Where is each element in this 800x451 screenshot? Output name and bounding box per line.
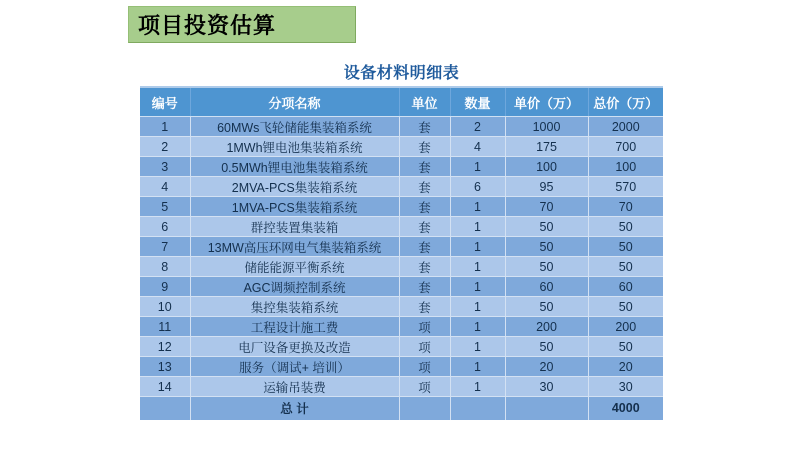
total-price-cell: 50 — [588, 297, 663, 317]
unit-price-cell: 60 — [505, 277, 588, 297]
total-value: 4000 — [588, 397, 663, 420]
unit-cell: 套 — [399, 197, 450, 217]
item-name-cell: 电厂设备更换及改造 — [190, 337, 399, 357]
item-name-cell: 13MW高压环网电气集装箱系统 — [190, 237, 399, 257]
item-name-cell: 服务（调试+ 培训） — [190, 357, 399, 377]
unit-price-cell: 20 — [505, 357, 588, 377]
unit-cell: 套 — [399, 137, 450, 157]
table-row — [140, 377, 663, 397]
row-number-cell: 5 — [140, 197, 190, 217]
item-name-cell: 集控集装箱系统 — [190, 297, 399, 317]
unit-cell: 套 — [399, 217, 450, 237]
unit-price-cell: 50 — [505, 297, 588, 317]
total-row-empty-quantity — [450, 397, 505, 420]
item-name-cell: 1MVA-PCS集装箱系统 — [190, 197, 399, 217]
header-unit-price: 单价（万） — [505, 88, 588, 117]
table-row — [140, 237, 663, 257]
total-price-cell: 200 — [588, 317, 663, 337]
row-number-cell: 1 — [140, 117, 190, 137]
table-row — [140, 317, 663, 337]
unit-cell: 套 — [399, 277, 450, 297]
quantity-cell: 1 — [450, 337, 505, 357]
quantity-cell: 1 — [450, 237, 505, 257]
table-row — [140, 277, 663, 297]
header-total-price: 总价（万） — [588, 88, 663, 117]
unit-cell: 套 — [399, 177, 450, 197]
total-price-cell: 50 — [588, 257, 663, 277]
unit-cell: 套 — [399, 237, 450, 257]
item-name-cell: 0.5MWh锂电池集装箱系统 — [190, 157, 399, 177]
header-row-number: 编号 — [140, 88, 190, 117]
unit-price-cell: 50 — [505, 217, 588, 237]
quantity-cell: 6 — [450, 177, 505, 197]
total-price-cell: 60 — [588, 277, 663, 297]
total-price-cell: 2000 — [588, 117, 663, 137]
unit-price-cell: 50 — [505, 237, 588, 257]
slide-title-banner — [128, 6, 356, 43]
unit-cell: 套 — [399, 117, 450, 137]
table-row — [140, 257, 663, 277]
unit-price-cell: 175 — [505, 137, 588, 157]
unit-price-cell: 100 — [505, 157, 588, 177]
unit-cell: 项 — [399, 357, 450, 377]
total-row-empty-unit — [399, 397, 450, 420]
quantity-cell: 1 — [450, 197, 505, 217]
total-price-cell: 20 — [588, 357, 663, 377]
quantity-cell: 1 — [450, 277, 505, 297]
table-title: 设备材料明细表 — [343, 65, 460, 82]
total-price-cell: 50 — [588, 337, 663, 357]
unit-cell: 项 — [399, 377, 450, 397]
total-price-cell: 70 — [588, 197, 663, 217]
table-row — [140, 217, 663, 237]
unit-cell: 项 — [399, 337, 450, 357]
unit-price-cell: 50 — [505, 257, 588, 277]
row-number-cell: 11 — [140, 317, 190, 337]
table-row — [140, 357, 663, 377]
item-name-cell: 工程设计施工费 — [190, 317, 399, 337]
table-row — [140, 157, 663, 177]
table-row — [140, 117, 663, 137]
table-header-row — [140, 88, 663, 117]
unit-price-cell: 50 — [505, 337, 588, 357]
unit-cell: 套 — [399, 257, 450, 277]
header-unit: 单位 — [399, 88, 450, 117]
item-name-cell: 群控装置集装箱 — [190, 217, 399, 237]
quantity-cell: 1 — [450, 257, 505, 277]
quantity-cell: 4 — [450, 137, 505, 157]
row-number-cell: 8 — [140, 257, 190, 277]
quantity-cell: 2 — [450, 117, 505, 137]
item-name-cell: 2MVA-PCS集装箱系统 — [190, 177, 399, 197]
quantity-cell: 1 — [450, 317, 505, 337]
total-price-cell: 100 — [588, 157, 663, 177]
total-price-cell: 700 — [588, 137, 663, 157]
unit-price-cell: 30 — [505, 377, 588, 397]
total-row — [140, 397, 663, 420]
quantity-cell: 1 — [450, 377, 505, 397]
quantity-cell: 1 — [450, 157, 505, 177]
row-number-cell: 10 — [140, 297, 190, 317]
header-item-name: 分项名称 — [190, 88, 399, 117]
quantity-cell: 1 — [450, 357, 505, 377]
table-body — [140, 117, 663, 397]
quantity-cell: 1 — [450, 217, 505, 237]
unit-cell: 套 — [399, 157, 450, 177]
total-row-empty-unit-price — [505, 397, 588, 420]
row-number-cell: 14 — [140, 377, 190, 397]
total-row-empty-number — [140, 397, 190, 420]
total-price-cell: 30 — [588, 377, 663, 397]
item-name-cell: 1MWh锂电池集装箱系统 — [190, 137, 399, 157]
row-number-cell: 3 — [140, 157, 190, 177]
table-row — [140, 197, 663, 217]
unit-price-cell: 70 — [505, 197, 588, 217]
unit-price-cell: 200 — [505, 317, 588, 337]
row-number-cell: 4 — [140, 177, 190, 197]
item-name-cell: 60MWs飞轮储能集装箱系统 — [190, 117, 399, 137]
header-quantity: 数量 — [450, 88, 505, 117]
table-row — [140, 137, 663, 157]
item-name-cell: AGC调频控制系统 — [190, 277, 399, 297]
total-label: 总 计 — [190, 397, 399, 420]
row-number-cell: 7 — [140, 237, 190, 257]
quantity-cell: 1 — [450, 297, 505, 317]
unit-price-cell: 1000 — [505, 117, 588, 137]
total-price-cell: 50 — [588, 237, 663, 257]
equipment-table-container — [140, 86, 663, 420]
table-row — [140, 177, 663, 197]
total-price-cell: 50 — [588, 217, 663, 237]
row-number-cell: 9 — [140, 277, 190, 297]
row-number-cell: 13 — [140, 357, 190, 377]
total-price-cell: 570 — [588, 177, 663, 197]
row-number-cell: 6 — [140, 217, 190, 237]
item-name-cell: 储能能源平衡系统 — [190, 257, 399, 277]
unit-cell: 套 — [399, 297, 450, 317]
unit-cell: 项 — [399, 317, 450, 337]
equipment-table — [140, 88, 663, 420]
row-number-cell: 12 — [140, 337, 190, 357]
slide-title: 项目投资估算 — [138, 13, 277, 38]
table-row — [140, 337, 663, 357]
row-number-cell: 2 — [140, 137, 190, 157]
item-name-cell: 运输吊装费 — [190, 377, 399, 397]
table-row — [140, 297, 663, 317]
unit-price-cell: 95 — [505, 177, 588, 197]
